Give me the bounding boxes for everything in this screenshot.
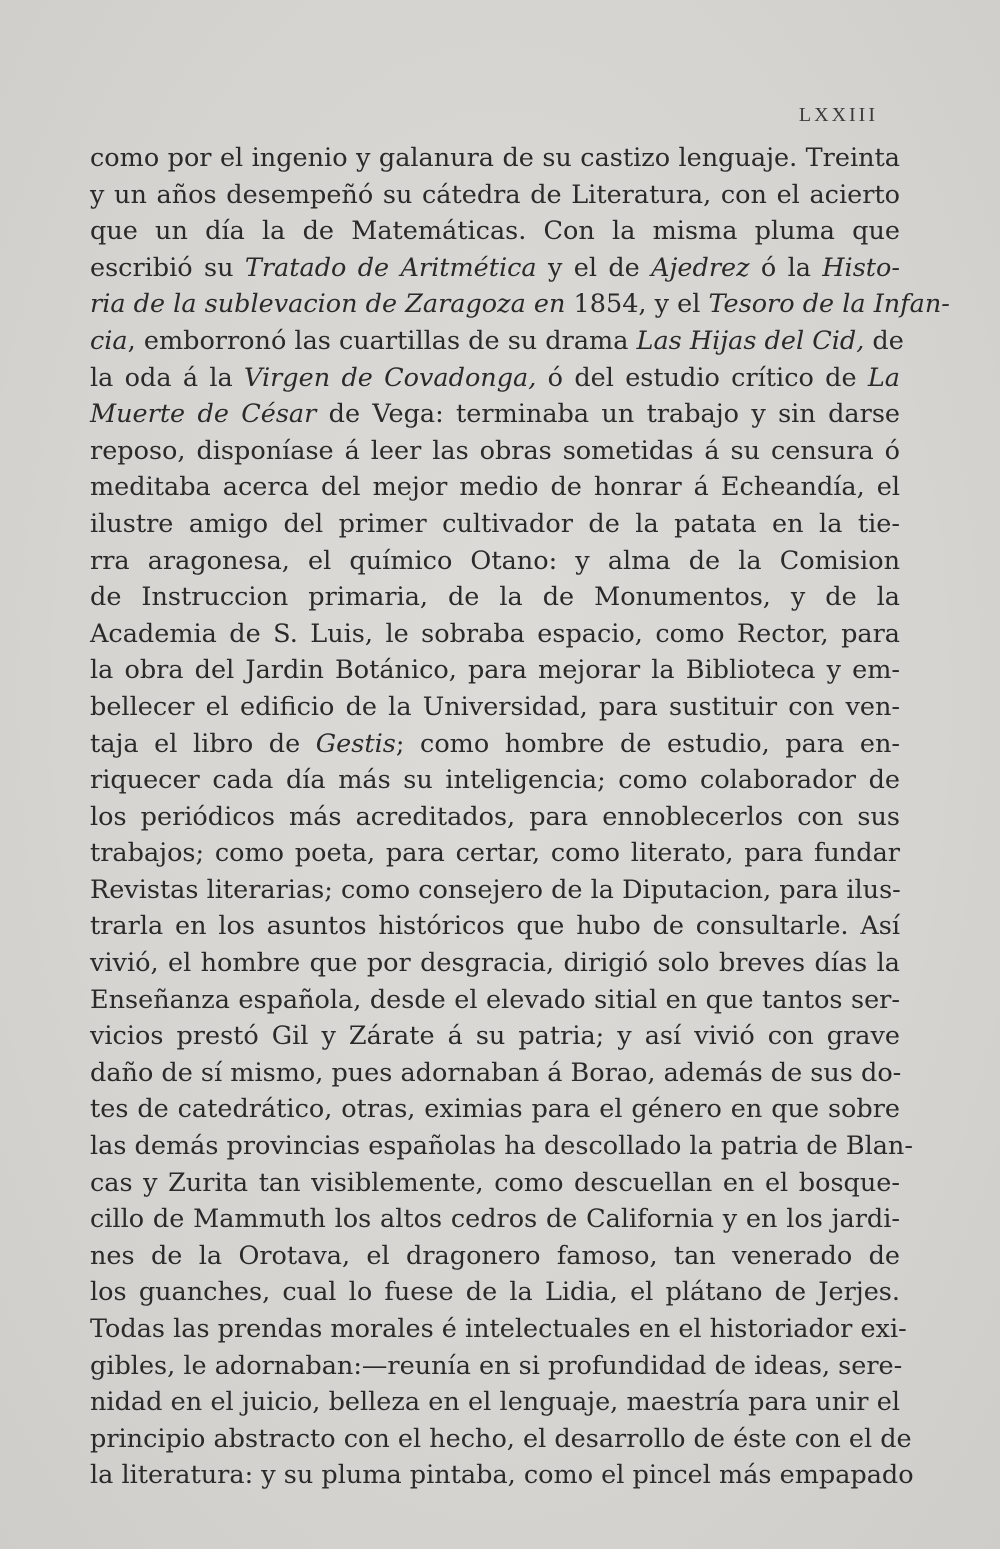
text-line	[90, 616, 900, 653]
text-run: Academia de S. Luis, le sobraba espacio, como Rector, para	[90, 618, 900, 649]
page-number: LXXIII	[798, 104, 878, 126]
text-run: principio abstracto con el hecho, el desarrollo de éste con el de	[90, 1423, 912, 1454]
text-run: la obra del Jardin Botánico, para mejorar la Biblioteca y em-	[90, 655, 900, 686]
text-run: ó del estudio crítico de	[536, 362, 868, 393]
text-run: Revistas literarias; como consejero de la Diputacion, para ilus-	[90, 874, 901, 905]
text-run: trarla en los asuntos históricos que hubo de consultarle. Así	[90, 911, 900, 942]
text-run: y un años desempeñó su cátedra de Literatura, con el acierto	[90, 179, 900, 210]
text-run: escribió su	[90, 252, 245, 283]
text-line	[90, 360, 900, 397]
text-run: nidad en el juicio, belleza en el lenguaje, maestría para unir el	[90, 1387, 900, 1418]
text-run: la oda á la	[90, 362, 244, 393]
text-line	[90, 1055, 900, 1092]
text-line	[90, 1201, 900, 1238]
text-line	[90, 286, 950, 323]
text-line	[90, 323, 904, 360]
text-line	[90, 799, 900, 836]
text-line	[90, 1238, 900, 1275]
text-line	[90, 689, 900, 726]
text-run: vicios prestó Gil y Zárate á su patria; y así vivió con grave	[90, 1021, 900, 1052]
text-run: ó la	[749, 252, 823, 283]
text-run: los periódicos más acreditados, para ennoblecerlos con sus	[90, 801, 900, 832]
text-line	[90, 982, 900, 1019]
text-line	[90, 726, 900, 763]
italic-title: Tesoro de la Infan-	[708, 289, 950, 320]
text-line	[90, 177, 900, 214]
text-line	[90, 762, 900, 799]
text-line	[90, 1457, 914, 1494]
text-line	[90, 652, 900, 689]
text-line	[90, 396, 900, 433]
text-run: meditaba acerca del mejor medio de honrar á Echeandía, el	[90, 472, 900, 503]
italic-title: Muerte de César	[90, 399, 317, 430]
italic-title: Tratado de Aritmética	[244, 252, 537, 283]
text-line	[90, 1274, 900, 1311]
text-run: tes de catedrático, otras, eximias para el género en que sobre	[90, 1094, 900, 1125]
text-run: ilustre amigo del primer cultivador de la patata en la tie-	[90, 508, 900, 539]
text-run: de Instruccion primaria, de la de Monumentos, y de la	[90, 582, 900, 613]
text-run: ; como hombre de estudio, para en-	[395, 728, 900, 759]
text-run: Enseñanza española, desde el elevado sitial en que tantos ser-	[90, 984, 900, 1015]
text-line	[90, 433, 900, 470]
text-run: 1854, y el	[565, 289, 709, 320]
text-line	[90, 506, 900, 543]
text-line	[90, 1018, 900, 1055]
text-line	[90, 1421, 912, 1458]
text-run: daño de sí mismo, pues adornaban á Borao, además de sus do-	[90, 1057, 902, 1088]
text-run: reposo, disponíase á leer las obras sometidas á su censura ó	[90, 435, 900, 466]
text-line	[90, 213, 900, 250]
text-run: y el de	[536, 252, 652, 283]
text-run: vivió, el hombre que por desgracia, dirigió solo breves días la	[90, 948, 900, 979]
body-text	[90, 140, 950, 1494]
text-run: los guanches, cual lo fuese de la Lidia, el plátano de Jerjes.	[90, 1277, 900, 1308]
text-run: la literatura: y su pluma pintaba, como el pincel más empapado	[90, 1460, 914, 1491]
text-run: de Vega: terminaba un trabajo y sin darse	[316, 399, 900, 430]
text-line	[90, 908, 900, 945]
text-line	[90, 250, 900, 287]
text-run: trabajos; como poeta, para certar, como literato, para fundar	[90, 838, 900, 869]
italic-title: Las Hijas del Cid,	[636, 325, 865, 356]
text-run: de	[864, 325, 904, 356]
italic-title: La	[867, 362, 900, 393]
text-line	[90, 1348, 903, 1385]
text-run: las demás provincias españolas ha descollado la patria de Blan-	[90, 1131, 913, 1162]
text-run: Todas las prendas morales é intelectuales en el historiador exi-	[90, 1314, 907, 1344]
italic-title: Histo-	[822, 252, 900, 283]
text-line	[90, 469, 900, 506]
text-run: riquecer cada día más su inteligencia; como colaborador de	[90, 765, 900, 796]
text-line	[90, 872, 900, 909]
text-line	[90, 1384, 900, 1421]
text-line	[90, 1091, 900, 1128]
italic-title: Ajedrez	[651, 252, 750, 283]
text-line	[90, 579, 900, 616]
text-run: , emborronó las cuartillas de su drama	[127, 325, 637, 356]
text-run: gibles, le adornaban:—reunía en si profundidad de ideas, sere-	[90, 1350, 903, 1381]
text-run: que un día la de Matemáticas. Con la misma pluma que	[90, 216, 900, 247]
text-line	[90, 1165, 900, 1202]
text-line	[90, 140, 900, 177]
text-run: nes de la Orotava, el dragonero famoso, tan venerado de	[90, 1240, 900, 1271]
text-line	[90, 1128, 913, 1165]
text-run: como por el ingenio y galanura de su castizo lenguaje. Treinta	[90, 143, 900, 173]
text-run: cillo de Mammuth los altos cedros de California y en los jardi-	[90, 1204, 900, 1235]
text-run: taja el libro de	[90, 728, 316, 759]
text-line	[90, 543, 900, 580]
text-run: bellecer el edificio de la Universidad, para sustituir con ven-	[90, 691, 900, 722]
text-line	[90, 835, 900, 872]
text-run: cas y Zurita tan visiblemente, como descuellan en el bosque-	[90, 1167, 900, 1198]
italic-title: cia	[90, 325, 128, 356]
text-run: rra aragonesa, el químico Otano: y alma de la Comision	[90, 545, 900, 576]
text-line	[90, 945, 900, 982]
text-line	[90, 1311, 907, 1348]
italic-title: Virgen de Covadonga,	[244, 362, 537, 393]
italic-title: ria de la sublevacion de Zaragoza en	[90, 289, 566, 320]
italic-title: Gestis	[315, 728, 396, 759]
